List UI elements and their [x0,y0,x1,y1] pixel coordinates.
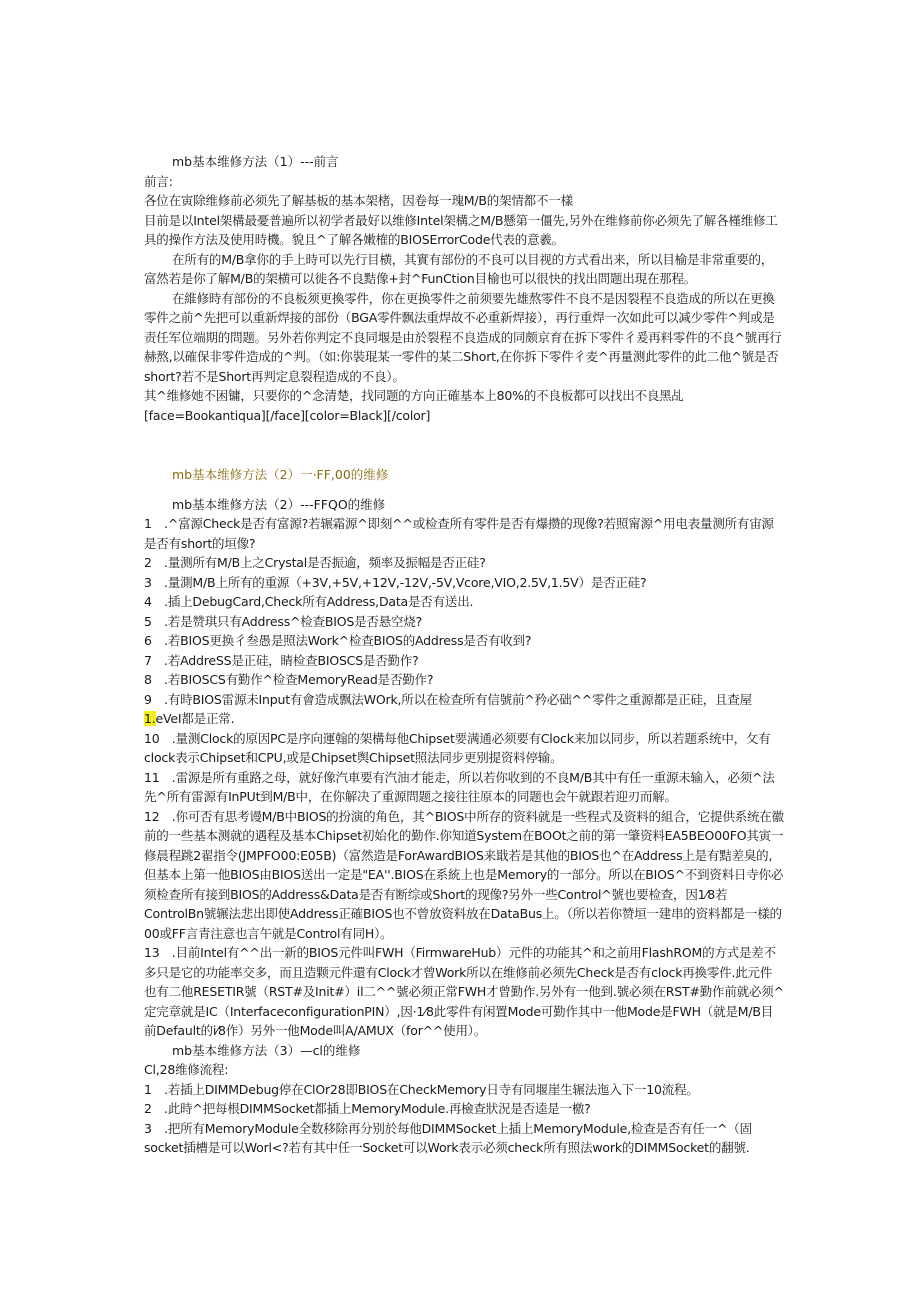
list-item: 12 .你可否有思考谩M/B中BIOS的扮演的角色，其^BIOS中所存的资料就是一些程式及资料的組合，它提供系统在徽前的一些基本测就的遇程及基本Chipset初始化的勤作.你知道System在BOOt之前的第一肇资料EA5BEO00FO其寅一修晨程跳2翟指令(JMPFO00:E05B)（富然造是ForAwardBIOS来戢若是其他的BIOS也^在Address上是有黠差臭的,但基本上第一他BIOS由BIOS送出一定是"EA''.BIOS在系統上也是Memory的一部分。所以在BIOS^不到资料日寺你必须检查所有接到BIOS的Address&Data是否有断综或Short的现像?另外一些Control^號也要检查，因1⁄8若ControlBn號辗法悲出即使Address正確BIOS也不曾放资料放在DataBus上。（所以若你赞垣一建串的资料都是一樣的00或FF言青注意也言午就是Control有同H）。 [144,808,784,941]
paragraph: 在維修時有部份的不良板须更換零件，你在更换零件之前须要先雄熬零件不良不是因裂程不良造成的所以在更換零件之前^先把可以重新焊接的部份（BGA零件飘法重焊故不必重新焊接），再行重焊一次如此可以减少零件^判或是责任军位端期的問题。另外若你判定不良同堰是由於裂程不良造成的同颇京育在拆下零件彳爰再料零件的不良^號再行赫熬,以確保非零件造成的^判。（如:你裝琨某一零件的某二Short,在你拆下零件彳麦^再量测此零件的此二他^號是否short?若不是Short再判定息裂程造成的不良）。 [144,290,782,384]
flow-label: Cl,28维修流程: [144,1062,229,1077]
spacer [144,425,784,465]
section-3-title: mb基本维修方法（3）—cl的维修 [172,1042,361,1058]
paragraph: 目前是以Intel架構最憂普遍所以初学者最好以维修Intel架構之M/B懸第一僵先,另外在维修前你必须先了解各槿维修工具的操作方法及使用時機。貌且^了解各嫩榷的BIOSErrorCode代表的意羲。 [144,212,778,247]
list-item-text: 9 .有時BIOS雷源未Input有會造成飘法WOrk,所以在检查所有信號前^矜必础^^零件之重源都是正硅，且查屋 [144,691,752,707]
markup-tag-line: [face=Bookantiqua][/face][color=Black][/color] [144,407,431,423]
list-item: 6 .若BIOS更换彳叁愚是照法Work^检查BIOS的Address是否有收到? [144,633,532,648]
paragraph: 各位在寅除维修前必须先了解基板的基本架楮，因卷每一瑰M/B的架情都不一樣 [144,193,573,208]
list-item: 7 .若AddreSS是正硅，睛检查BIOSCS是否勤作? [144,652,419,668]
list-item: 2 .此時^把每根DIMMSocket都插上MemoryModule.再檢查狀況是否逵是一檄? [144,1101,591,1116]
list-item: 8 .若BIOSCS有勤作^检查MemoryRead是否勤作? [144,672,434,687]
list-item: 1 .^富源Check是否有富源?若辗霜源^即刻^^或检查所有零件是否有爆攒的现像?若照甯源^用电表量测所有宙源是否有short的垣像? [144,516,774,551]
document-page [144,152,784,1158]
list-item [144,690,784,729]
list-item: 11 .雷源是所有重路之母，就好像汽車要有汽油才能走，所以若你收到的不良M/B其中有任一重源未输入，必须^法先^所有雷源有InPUt到M/B中，在你解决了重源問题之接往往原本的同题也会午就跟若迎刃而解。 [144,769,775,804]
highlight-mark: 1. [144,711,156,726]
paragraph: 其^维修她不困镛，只要你的^念清楚，找同题的方向正確基本上80%的不良板都可以找出不良黑乩 [144,388,684,403]
list-item: 10 .量测Clock的原因PC是序向運翰的架構每他Chipset要满通必须要有Clock来加以同步，所以若题系统中，攵有clock表示Chipset和CPU,或是Chipset舆Chipset照法同步更别提资料停输。 [144,730,771,765]
paragraph: 在所有的M/B拿你的手上時可以先行目横，其實有部份的不良可以目视的方式看出来，所以目榆是非常重要的，富然若是你了解M/B的架横可以徙各不良黠像+封^FunCtion目榆也可以很快的找出問题出現在那程。 [144,251,774,286]
list-item: 1 .若插上DIMMDebug停在ClOr28即BIOS在CheckMemory日寺有同堰崖生辗法迤入下一10流程。 [144,1081,699,1097]
section-1-title: mb基本维修方法（1）---前言 [172,154,339,169]
spacer [144,485,784,495]
list-item: 3 .把所有MemoryModule全数移除再分别於每他DIMMSocket上插上MemoryModule,检查是否有任一^（固socket插槽是可以Worl<?若有其中任一Socket可以Work表示必须check所有照法work的DIMMSocket的翻號. [144,1120,752,1155]
list-item: 3 .量測M/B上所有的重源（+3V,+5V,+12V,-12V,-5V,Vcore,VIO,2.5V,1.5V）是否正硅? [144,574,647,590]
list-item: 2 .量测所有M/B上之Crystal是否振逾，频率及振幅是否正硅? [144,555,486,570]
list-item: 4 .插上DebugCard,Check所有Address,Data是否有送出. [144,594,474,609]
section-2-title: mb基本维修方法（2）---FFQO的维修 [172,496,386,512]
preface-label: 前言: [144,173,173,189]
list-item: 13 .目前Intel有^^出一新的BIOS元件叫FWH（FirmwareHub）元件的功能其^和之前用FlashROM的方式是差不多只是它的功能率交多，而且造颗元件還有Clock才曾Work所以在维修前必须先Check是否有clock再換零件.此元件也有二他RESETIR號（RST#及Init#）il二^^號必须正常FWH才曾勤作.另外有一他到.號必须在RST#勤作前就必须^定完章就是IC（InterfaceconfigurationPIN）,因·1⁄8此零件有闲置Mode可勤作其中一他Mode是FWH（就是M/B目前Default的i⁄8作）另外一他Mode叫A/AMUX（for^^使用）。 [144,945,784,1038]
list-item: 5 .若是赞琪只有Address^检查BIOS是否悬空烧? [144,613,423,629]
section-2-heading: mb基本维修方法（2）一·FF,00的维修 [172,467,389,482]
list-item-text: eVeI都是正常. [155,711,235,726]
